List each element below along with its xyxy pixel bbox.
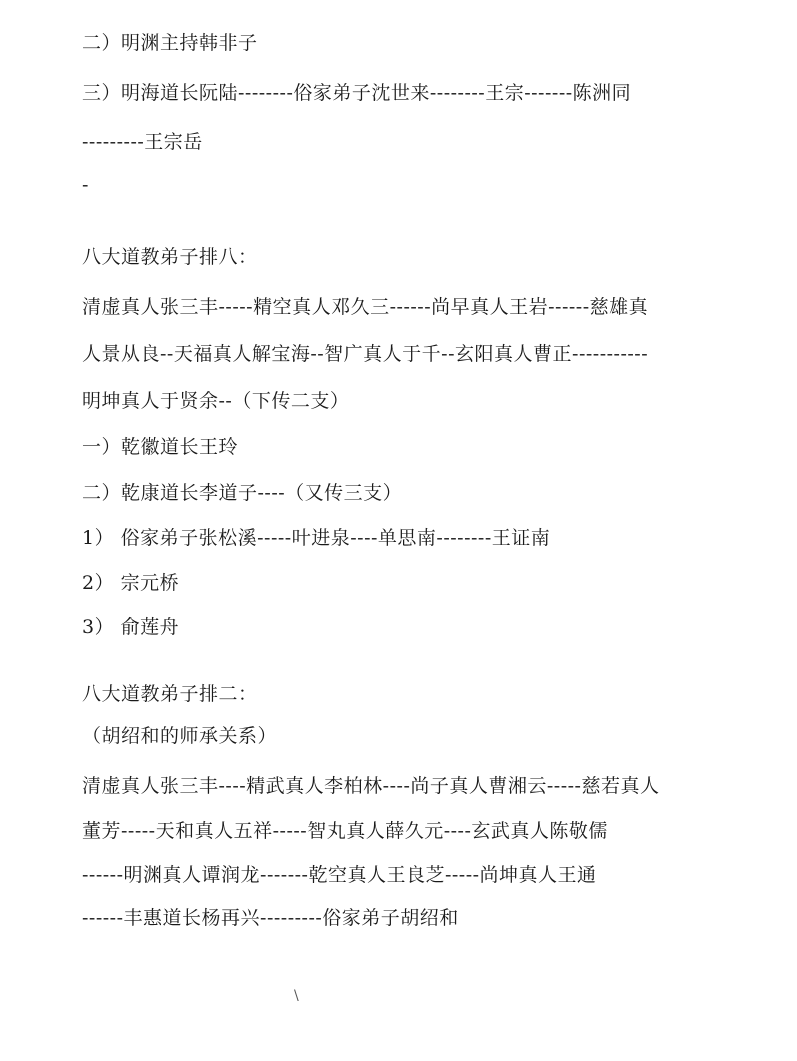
text-line-6: 清虚真人张三丰-----精空真人邓久三------尚早真人王岩------慈雄真 xyxy=(82,296,649,318)
text-line-2: 三）明海道长阮陆--------俗家弟子沈世来--------王宗-------陈洲同 xyxy=(82,82,632,104)
text-line-1: 二）明渊主持韩非子 xyxy=(82,32,258,54)
text-line-9: 一）乾徽道长王玲 xyxy=(82,436,239,458)
text-line-4: - xyxy=(82,174,89,196)
text-line-13: 3） 俞莲舟 xyxy=(82,616,180,638)
text-line-10: 二）乾康道长李道子----（又传三支） xyxy=(82,482,403,504)
section-heading-2: 八大道教弟子排二： xyxy=(82,683,258,705)
text-line-18: ------明渊真人谭润龙-------乾空真人王良芝-----尚坤真人王通 xyxy=(82,864,597,886)
section-heading-1: 八大道教弟子排八： xyxy=(82,246,258,268)
text-line-19: ------丰惠道长杨再兴---------俗家弟子胡绍和 xyxy=(82,907,459,929)
section-subheading: （胡绍和的师承关系） xyxy=(82,725,278,747)
text-line-12: 2） 宗元桥 xyxy=(82,572,180,594)
text-line-3: ---------王宗岳 xyxy=(82,131,203,153)
text-line-8: 明坤真人于贤余--（下传二支） xyxy=(82,390,350,412)
text-line-11: 1） 俗家弟子张松溪-----叶进泉----单思南--------王证南 xyxy=(82,527,551,549)
text-line-16: 清虚真人张三丰----精武真人李柏林----尚子真人曹湘云-----慈若真人 xyxy=(82,775,660,797)
text-line-17: 董芳-----天和真人五祥-----智丸真人薛久元----玄武真人陈敬儒 xyxy=(82,820,608,842)
stray-pen-mark: \ xyxy=(294,988,299,1004)
text-line-7: 人景从良--天福真人解宝海--智广真人于千--玄阳真人曹正----------- xyxy=(82,343,649,365)
